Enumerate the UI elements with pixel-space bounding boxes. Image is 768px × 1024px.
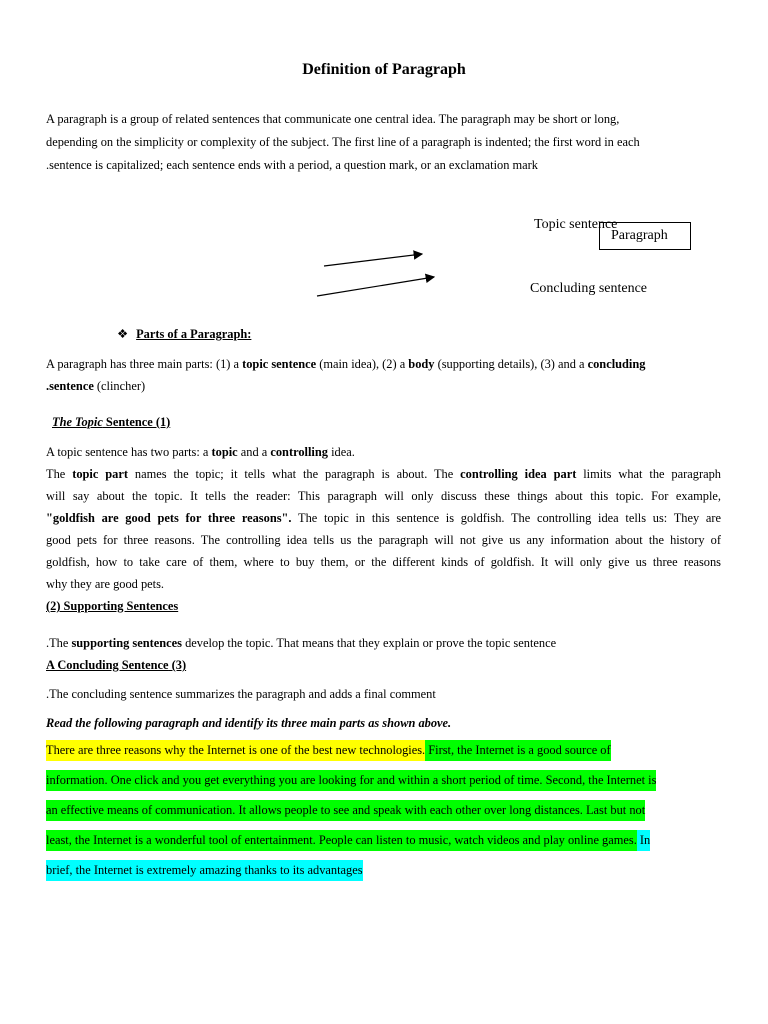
parts-heading-text: Parts of a Paragraph:	[136, 327, 252, 341]
exercise-instruction: Read the following paragraph and identify its three main parts as shown above.	[46, 716, 452, 730]
diagram-concluding-label: Concluding sentence	[530, 281, 648, 296]
diagram-topic-label: Topic sentence	[534, 217, 618, 232]
topic-line-3: will say about the topic. It tells the reader: This paragraph will only discuss these things about this topic. For example,	[46, 489, 721, 503]
intro-line-3: .sentence is capitalized; each sentence ends with a period, a question mark, or an exclamation mark	[46, 158, 538, 172]
body-highlight: First, the Internet is a good source of	[425, 740, 610, 761]
topic-line-1: A topic sentence has two parts: a topic and a controlling idea.	[46, 445, 355, 459]
topic-sentence-heading: The Topic Sentence (1)	[52, 415, 171, 429]
topic-line-4: "goldfish are good pets for three reasons". The topic in this sentence is goldfish. The controlling idea tells us: They are	[46, 511, 721, 525]
concluding-heading: A Concluding Sentence (3)	[46, 658, 187, 672]
diagram-arrows	[0, 0, 768, 320]
topic-line-6: goldfish, how to take care of them, where to buy them, or the different kinds of goldfish. It will only give us three reasons	[46, 555, 721, 569]
intro-line-2: depending on the simplicity or complexity of the subject. The first line of a paragraph is indented; the first word in each	[46, 135, 640, 149]
intro-line-1: A paragraph is a group of related sentences that communicate one central idea. The paragraph may be short or long,	[46, 112, 620, 126]
arrow-to-concluding	[317, 277, 434, 296]
diagram-box-label: Paragraph	[611, 228, 668, 243]
parts-line-1: A paragraph has three main parts: (1) a topic sentence (main idea), (2) a body (supporting details), (3) and a concluding	[46, 357, 646, 371]
parts-line-2: .sentence (clincher)	[46, 379, 146, 393]
concluding-line: .The concluding sentence summarizes the paragraph and adds a final comment	[46, 687, 436, 701]
exercise-line-5: brief, the Internet is extremely amazing thanks to its advantages	[46, 863, 363, 878]
exercise-line-3: an effective means of communication. It allows people to see and speak with each other over long distances. Last but not	[46, 803, 645, 818]
concluding-highlight: In	[637, 830, 650, 851]
supporting-line: .The supporting sentences develop the topic. That means that they explain or prove the topic sentence	[46, 636, 557, 650]
topic-line-7: why they are good pets.	[46, 577, 165, 591]
exercise-line-4: least, the Internet is a wonderful tool of entertainment. People can listen to music, watch videos and play online games. In	[46, 833, 650, 848]
exercise-line-1	[46, 743, 611, 758]
topic-sentence-highlight: There are three reasons why the Internet is one of the best new technologies.	[46, 740, 425, 761]
arrow-to-topic	[324, 254, 422, 266]
topic-line-2: The topic part names the topic; it tells what the paragraph is about. The controlling idea part limits what the paragraph	[46, 467, 721, 481]
parts-heading	[117, 326, 251, 342]
supporting-heading: (2) Supporting Sentences	[46, 599, 179, 613]
diamond-bullet-icon: ❖	[117, 327, 129, 341]
topic-line-5: good pets for three reasons. The controlling idea tells us the paragraph will not give us any information about the history of	[46, 533, 721, 547]
exercise-line-2: information. One click and you get everything you are looking for and within a short period of time. Second, the Internet is	[46, 773, 656, 788]
page-title: Definition of Paragraph	[302, 61, 466, 78]
